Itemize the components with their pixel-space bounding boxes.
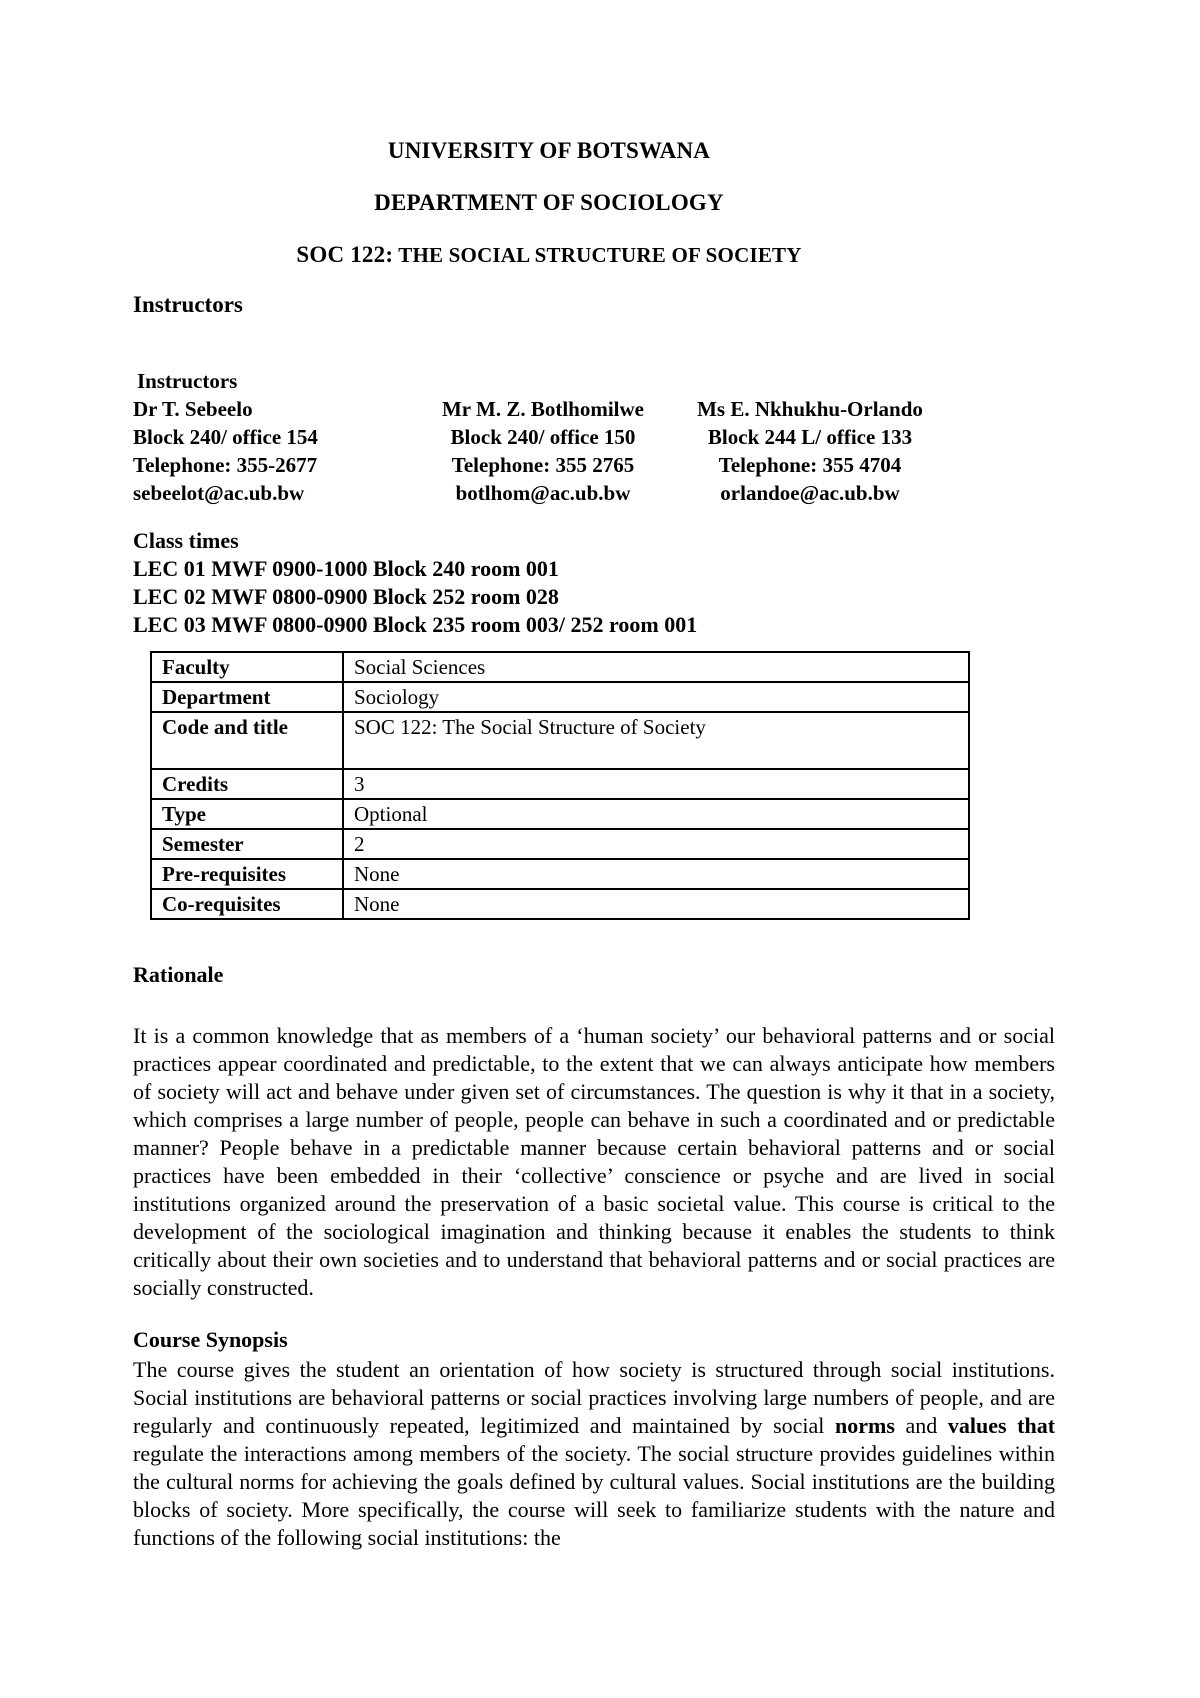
row-value: Sociology [343, 682, 969, 712]
synopsis-bold-norms: norms [835, 1413, 895, 1438]
instructors-columns [133, 395, 1055, 507]
row-value: Optional [343, 799, 969, 829]
row-label: Co-requisites [151, 889, 343, 919]
course-code: SOC 122: [296, 242, 394, 267]
instructors-subheading: Instructors [137, 369, 238, 393]
class-times-heading: Class times [133, 528, 239, 553]
course-synopsis-heading: Course Synopsis [133, 1327, 288, 1352]
table-row-corequisites [151, 889, 969, 919]
instructor-email: sebeelot@ac.ub.bw [133, 481, 305, 505]
row-label: Department [151, 682, 343, 712]
class-time-line: LEC 03 MWF 0800-0900 Block 235 room 003/ 252 room 001 [133, 612, 698, 637]
instructor-email: orlandoe@ac.ub.bw [720, 481, 900, 505]
row-label: Code and title [151, 712, 343, 769]
row-label: Credits [151, 769, 343, 799]
course-synopsis-paragraph [133, 1356, 1055, 1552]
instructor-column-3 [675, 395, 945, 507]
row-label: Pre-requisites [151, 859, 343, 889]
university-title: UNIVERSITY OF BOTSWANA [387, 138, 711, 163]
course-info-table [150, 651, 970, 920]
class-time-line: LEC 02 MWF 0800-0900 Block 252 room 028 [133, 584, 559, 609]
course-title-line [133, 242, 965, 268]
table-row-prerequisites [151, 859, 969, 889]
rationale-paragraph: It is a common knowledge that as members of a ‘human society’ our behavioral patterns and or social practices appear coordinated and predictable, to the extent that we can always anticipate how members of society will act and behave under given set of circumstances. The question is why it that in a society, which comprises a large number of people, people can behave in such a coordinated and or predictable manner? People behave in a predictable manner because certain behavioral patterns and or social practices have been embedded in their ‘collective’ conscience or psyche and are lived in social institutions organized around the preservation of a basic societal value. This course is critical to the development of the sociological imagination and thinking because it enables the students to think critically about their own societies and to understand that behavioral patterns and or social practices are socially constructed. [133, 1023, 1055, 1300]
instructor-office: Block 240/ office 154 [133, 425, 318, 449]
instructor-email: botlhom@ac.ub.bw [455, 481, 631, 505]
table-row-semester [151, 829, 969, 859]
instructors-heading: Instructors [133, 292, 243, 317]
row-label: Faculty [151, 652, 343, 682]
row-label: Semester [151, 829, 343, 859]
instructor-phone: Telephone: 355 2765 [451, 453, 635, 477]
instructor-office: Block 240/ office 150 [450, 425, 636, 449]
instructor-column-1 [133, 395, 433, 507]
row-label: Type [151, 799, 343, 829]
row-value: 3 [343, 769, 969, 799]
instructor-column-2 [433, 395, 653, 507]
row-value: SOC 122: The Social Structure of Society [343, 712, 969, 769]
row-value: Social Sciences [343, 652, 969, 682]
synopsis-text: The course gives the student an orientation of how society is structured through social institutions. Social institutions are behavioral patterns or social practices involving large numbers of people, and are regularly and continuously repeated, legitimized and maintained by social [133, 1357, 1055, 1438]
table-row-faculty [151, 652, 969, 682]
table-row-department [151, 682, 969, 712]
instructor-office: Block 244 L/ office 133 [707, 425, 913, 449]
table-row-credits [151, 769, 969, 799]
row-value: None [343, 859, 969, 889]
row-value: None [343, 889, 969, 919]
table-row-type [151, 799, 969, 829]
row-value: 2 [343, 829, 969, 859]
table-row-code-title [151, 712, 969, 769]
course-title: THE SOCIAL STRUCTURE OF SOCIETY [393, 243, 802, 267]
instructor-name: Dr T. Sebeelo [133, 397, 253, 421]
synopsis-text: regulate the interactions among members of the society. The social structure provides guidelines within the cultural norms for achieving the goals defined by cultural values. Social institutions are the building blocks of society. More specifically, the course will seek to familiarize students with the nature and functions of the following social institutions: the [133, 1441, 1055, 1550]
department-title: DEPARTMENT OF SOCIOLOGY [374, 190, 724, 215]
instructor-name: Ms E. Nkhukhu-Orlando [697, 397, 923, 421]
synopsis-bold-values: values that [947, 1413, 1056, 1438]
synopsis-text: and [894, 1413, 948, 1438]
instructor-phone: Telephone: 355 4704 [718, 453, 902, 477]
instructors-block [133, 367, 1055, 507]
class-times-block [133, 527, 1055, 639]
class-time-line: LEC 01 MWF 0900-1000 Block 240 room 001 [133, 556, 559, 581]
instructor-name: Mr M. Z. Botlhomilwe [441, 397, 644, 421]
instructor-phone: Telephone: 355-2677 [133, 453, 318, 477]
rationale-heading: Rationale [133, 962, 224, 987]
